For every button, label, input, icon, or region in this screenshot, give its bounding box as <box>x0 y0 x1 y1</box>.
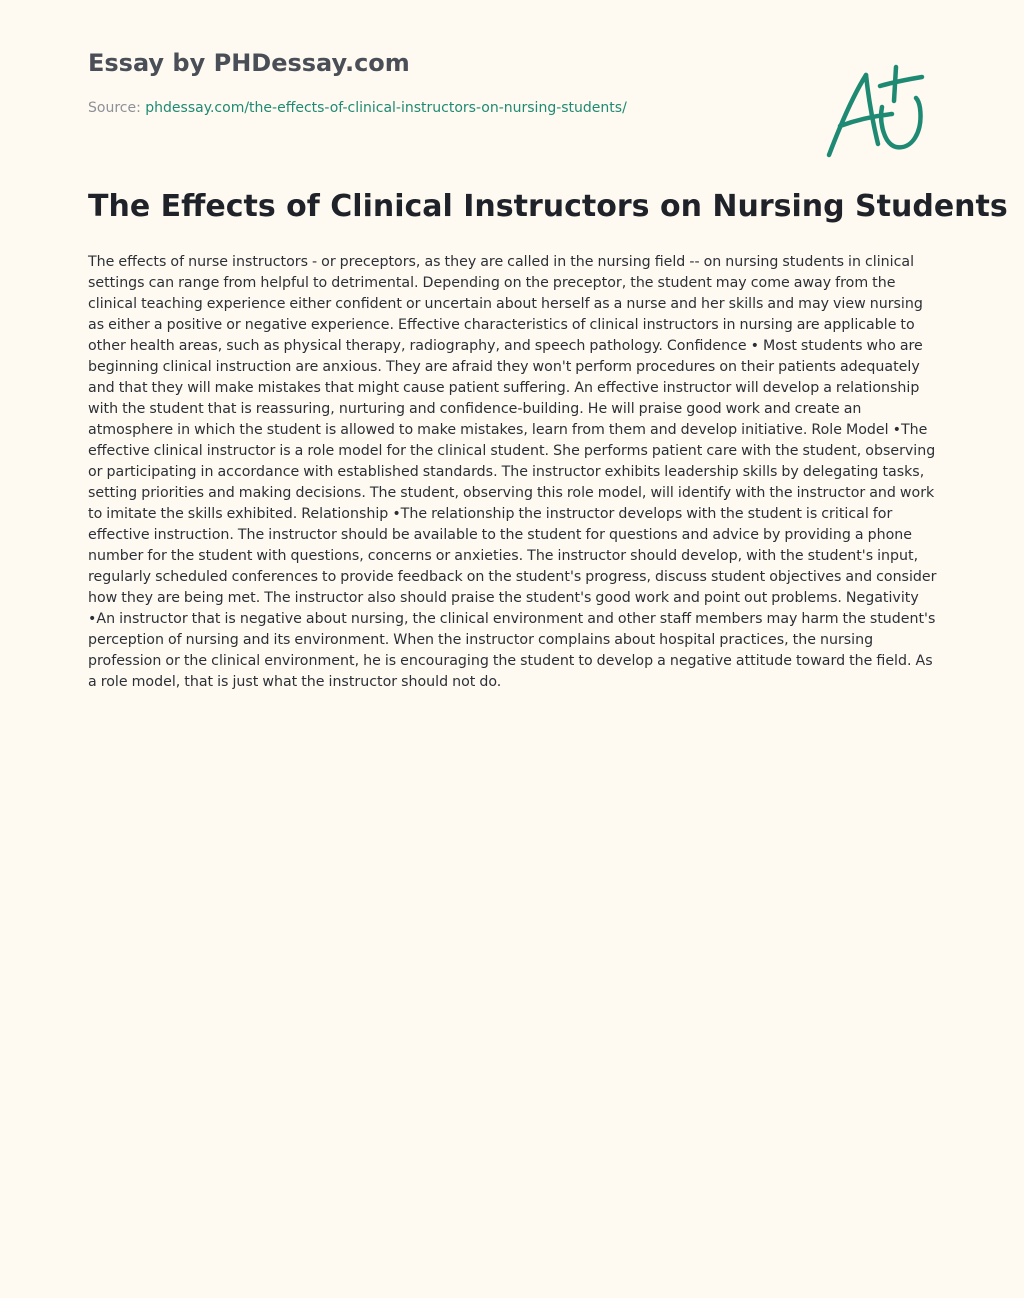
source-line <box>88 100 627 116</box>
essay-body: The effects of nurse instructors - or preceptors, as they are called in the nursing field -- on nursing students in clinical settings can range from helpful to detrimental. Depending on the preceptor, the student may come away from the clinical teaching experience either confident or uncertain about herself as a nurse and her skills and may view nursing as either a positive or negative experience. Effective characteristics of clinical instructors in nursing are applicable to other health areas, such as physical therapy, radiography, and speech pathology. Confidence • Most students who are beginning clinical instruction are anxious. They are afraid they won't perform procedures on their patients adequately and that they will make mistakes that might cause patient suffering. An effective instructor will develop a relationship with the student that is reassuring, nurturing and confidence-building. He will praise good work and create an atmosphere in which the student is allowed to make mistakes, learn from them and develop initiative. Role Model •The effective clinical instructor is a role model for the clinical student. She performs patient care with the student, observing or participating in accordance with established standards. The instructor exhibits leadership skills by delegating tasks, setting priorities and making decisions. The student, observing this role model, will identify with the instructor and work to imitate the skills exhibited. Relationship •The relationship the instructor develops with the student is critical for effective instruction. The instructor should be available to the student for questions and advice by providing a phone number for the student with questions, concerns or anxieties. The instructor should develop, with the student's input, regularly scheduled conferences to provide feedback on the student's progress, discuss student objectives and consider how they are being met. The instructor also should praise the student's good work and point out problems. Negativity •An instructor that is negative about nursing, the clinical environment and other staff members may harm the student's perception of nursing and its environment. When the instructor complains about hospital practices, the nursing profession or the clinical environment, he is encouraging the student to develop a negative attitude toward the field. As a role model, that is just what the instructor should not do. <box>88 254 937 690</box>
essay-title: The Effects of Clinical Instructors on Nursing Students <box>88 189 1008 224</box>
a-plus-grade-icon <box>822 64 930 162</box>
source-link[interactable]: phdessay.com/the-effects-of-clinical-instructors-on-nursing-students/ <box>145 100 627 116</box>
source-label: Source: <box>88 100 141 116</box>
site-title: Essay by PHDessay.com <box>88 49 410 77</box>
